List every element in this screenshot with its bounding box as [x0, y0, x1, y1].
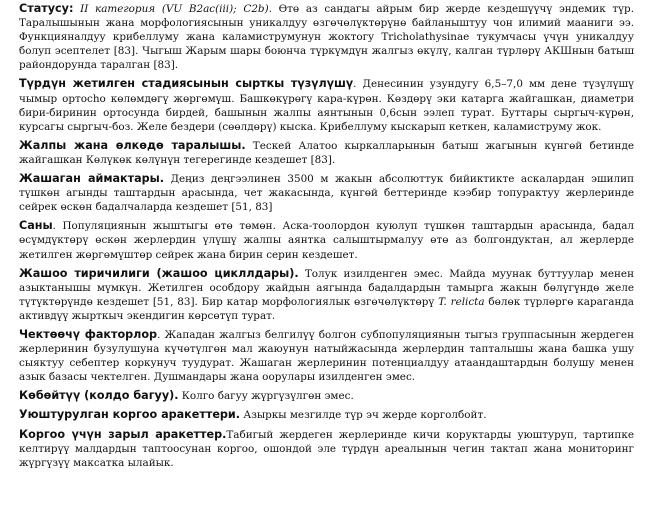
protection-measures-body: Азыркы мезгилде түр эч жерде корголбойт. — [240, 409, 487, 422]
life-cycle-paragraph — [19, 267, 634, 323]
distribution-paragraph — [19, 139, 634, 167]
limiting-factors-heading: Чектөөчү факторлор — [19, 327, 158, 341]
species-name: T. relicta — [438, 295, 485, 308]
protection-measures-paragraph — [19, 408, 634, 422]
abundance-body: . Популяциянын жыштыгы өтө төмөн. Аска-тоолордон куюлуп түшкөн таштардын арасында, бадал өсүмдүктөрү өскөн жерлердин үлүшү жалпы аянтка салыштырмалуу өтө аз болгондуктан, ал жерлерде жетилген жөргөмүштөр сейрек жана бирин серин кездешет. — [19, 220, 634, 261]
life-cycle-heading: Жашоо тиричилиги (жашоо цикллдары). — [19, 266, 299, 280]
life-cycle-body: Толук изилденген эмес. Майда муунак буттуулар менен азыктанышы мүмкүн. Жетилген особдору жайдын аягында бадалдардын тамырга жакын бөлүгүндө желе түтүктөрүндө кездешет [51, 83]. Бир катар морфологиялык өзгөчөлүктөрү — [19, 267, 634, 308]
captive-breeding-heading: Көбөйтүү (колдо багуу). — [19, 389, 179, 403]
status-category: II категория (VU B2ac(iii); C2b). — [80, 3, 272, 15]
captive-breeding-paragraph — [19, 389, 634, 403]
protection-measures-heading: Уюштурулган коргоо аракеттери. — [19, 408, 241, 422]
distribution-heading: Жалпы жана өлкөдө таралышы. — [19, 138, 246, 152]
limiting-factors-paragraph — [19, 328, 634, 384]
limiting-factors-body: . Жападан жалгыз белгилүү болгон субпопуляциянын тыгыз группасынын жердеген жерлеринин бузулушуна күчөтүлгөн мал жаюунун натыйжасында жерлердин тапталышы жана башка ушу сыяктуу себептер коркунуч туудурат. Жашаган жерлеринин потенциалдуу атаандаштардын болушу менен азык базасы чектелген. Душмандары жана оорулары изилденген эмес. — [19, 328, 634, 384]
morphology-body: . Денесинин узундугу 6,5–7,0 мм дене түзүлүшү чымыр ортоchо көлөмдөгү жөргөмүш. Башкөкүрөгү кара-күрөн. Көздөрү эки катарга жайгашкан, диаметри бири-биринин ортосунда бирдей, башынын жалпы аянтынын 0,6сын ээлеп турат. Буттары сыргыч-күрөн, курсагы сыргыч-боз. Желе бездери (сөөлдөрү) кыска. Крибеллуму кыскарып кеткен, каламиструму жок. — [19, 78, 635, 133]
required-actions-body: Табигый жердеген жерлеринде кичи коруктарды уюштуруп, тартипке келтирүү малдардын таптоосунан коргоо, ошондой эле түрдүн ареалынын чегин тактап жана мониторинг жүргүзүү максатка ылайык. — [19, 428, 634, 469]
life-cycle-body-end: бөлөк түрлөргө караганда активдүү жырткыч экендигин көрсөтүп турат. — [19, 295, 634, 322]
required-actions-paragraph — [19, 428, 634, 470]
required-actions-heading: Коргоо үчүн зарыл аракеттер. — [19, 427, 227, 441]
captive-breeding-body: Колго багуу жүргүзүлгөн эмес. — [178, 390, 354, 403]
morphology-heading: Түрдүн жетилген стадиясынын сырткы түзүлүшү — [19, 77, 354, 91]
habitat-heading: Жашаган аймактары. — [19, 172, 165, 186]
status-paragraph — [19, 2, 634, 72]
habitat-paragraph — [19, 172, 634, 214]
status-body: Өтө аз сандагы айрым бир жерде кездешүүчү эндемик түр. Таралышынын жана морфологиясынын уникалдуу өзгөчөлүктөрүнө байланыштуу чон илимий мааниги ээ. Функцияналдуу крибеллуму жана каламиструмунун жоктогу Tricholathysinae тукумчасы үчүн уникалдуу болуп эсептелет [83]. Чыгыш Жарым шары боюнча түркүмдүн жалгыз өкүлү, калган түрлөрү АКШнын батыш райондорунда таралган [83]. — [19, 3, 635, 72]
abundance-paragraph — [19, 219, 634, 261]
habitat-body: Деңиз деңгээлинен 3500 м жакын абсолюттук бийиктикте аскалардан эшилип түшкөн агынды таштардын арасында, чет жакасында, күнгөй беттеринде кээбир топурактуу жерлеринде сейрек өскөн бадалчаларда кездешет [51, 83] — [19, 173, 634, 214]
morphology-paragraph — [19, 77, 634, 133]
status-heading: Статусу: — [19, 2, 74, 15]
abundance-heading: Саны — [19, 219, 53, 233]
distribution-body: Тескей Алатоо кыркалларынын батыш жагынын күнгөй бетинде жайгашкан Көлүкөк көлүнүн тегерегинде кездешет [83]. — [19, 139, 634, 166]
